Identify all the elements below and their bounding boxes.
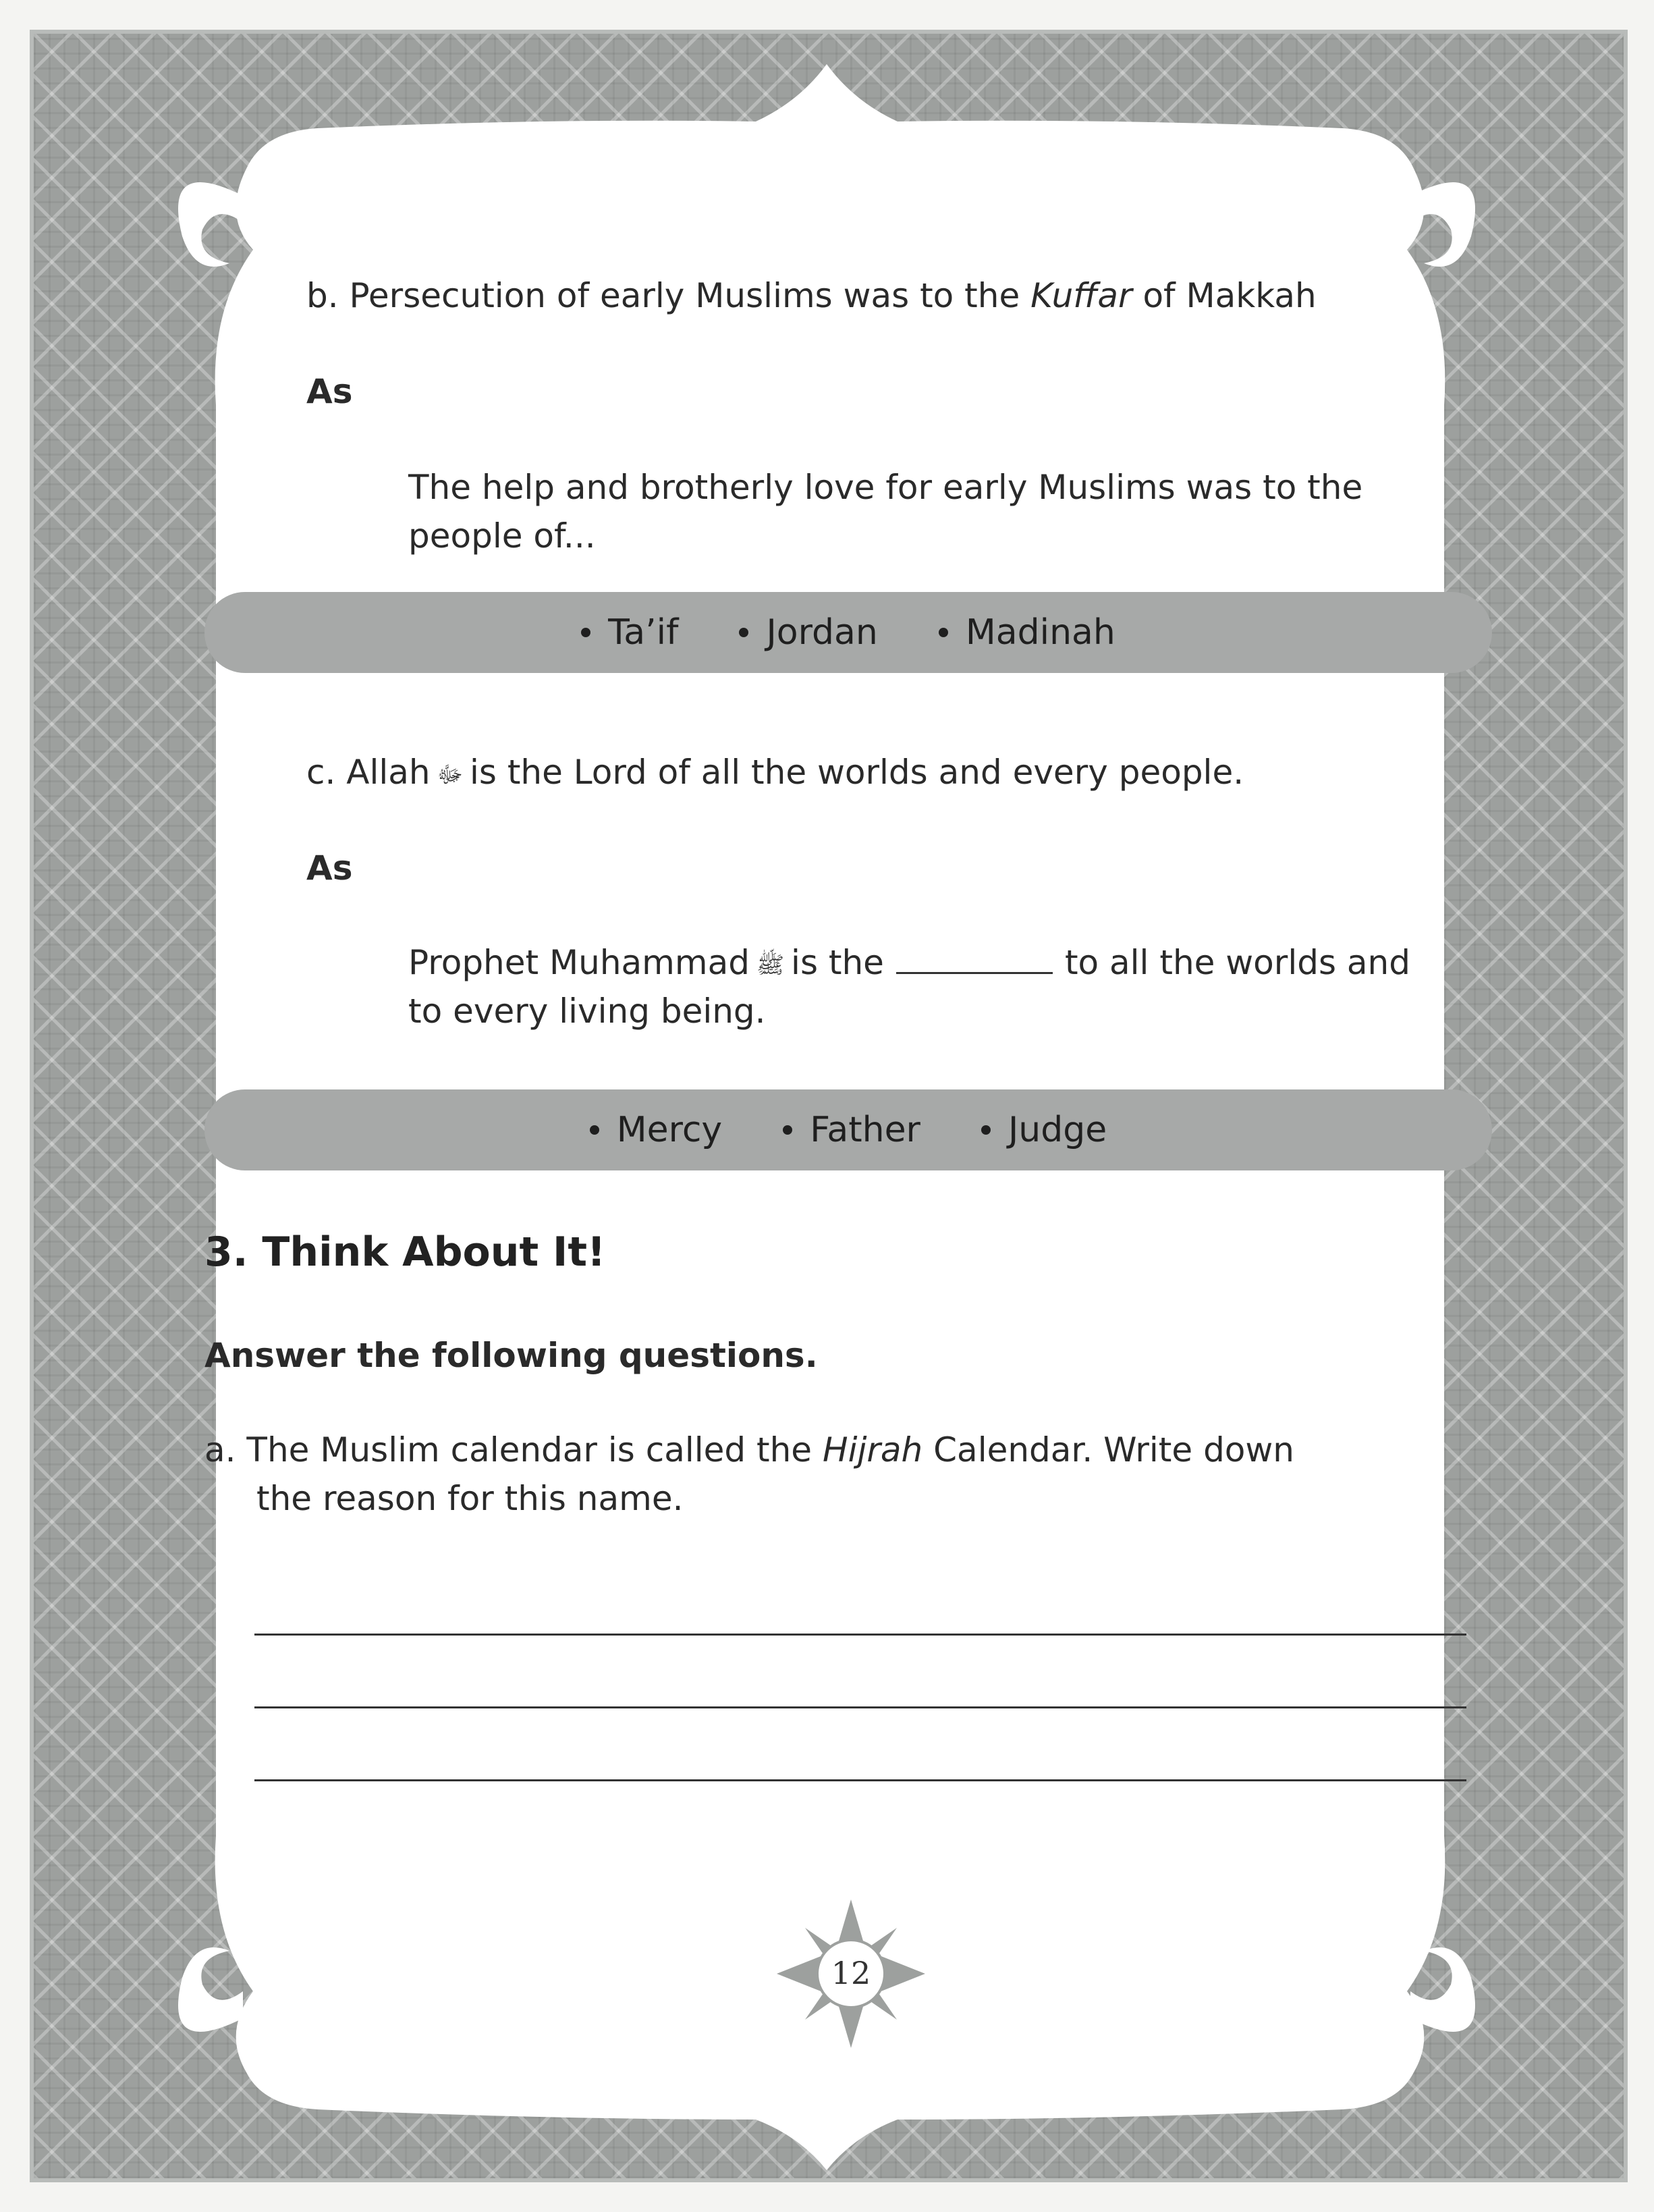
section-instruction: Answer the following questions. — [204, 1336, 818, 1375]
honorific-glyph: ﷻ — [437, 761, 463, 788]
honorific-glyph: ﷺ — [756, 951, 785, 979]
options-bar-c — [204, 1089, 1492, 1170]
question-b-statement: b. Persecution of early Muslims was to the Kuffar of Makkah — [306, 276, 1317, 315]
bullet-icon — [783, 1125, 792, 1135]
option-madinah[interactable]: Madinah — [939, 612, 1115, 653]
question-c-analogy-line2: to every living being. — [408, 992, 766, 1031]
fill-in-blank[interactable] — [896, 940, 1053, 974]
bullet-icon — [590, 1125, 599, 1135]
answer-line[interactable] — [254, 1634, 1466, 1636]
as-label-c: As — [306, 848, 353, 888]
bullet-icon — [939, 628, 948, 637]
question-a-line1: a. The Muslim calendar is called the Hijrah Calendar. Write down — [204, 1430, 1294, 1469]
option-mercy[interactable]: Mercy — [590, 1110, 722, 1150]
answer-line[interactable] — [254, 1779, 1466, 1781]
bullet-icon — [581, 628, 590, 637]
as-label-b: As — [306, 372, 353, 411]
question-c-analogy-line1: Prophet Muhammad ﷺ is the to all the worlds and — [408, 938, 1410, 990]
bullet-icon — [981, 1125, 991, 1135]
page-number: 12 — [831, 1955, 871, 1991]
option-judge[interactable]: Judge — [981, 1110, 1107, 1150]
options-bar-b — [204, 592, 1492, 673]
question-b-analogy-line2: people of... — [408, 516, 596, 556]
option-taif[interactable]: Ta’if — [581, 612, 678, 653]
section-heading: 3. Think About It! — [204, 1229, 606, 1276]
bullet-icon — [739, 628, 748, 637]
answer-line[interactable] — [254, 1706, 1466, 1708]
option-jordan[interactable]: Jordan — [739, 612, 877, 653]
question-b-analogy-line1: The help and brotherly love for early Muslims was to the — [408, 468, 1363, 507]
option-father[interactable]: Father — [783, 1110, 920, 1150]
question-a-line2: the reason for this name. — [256, 1479, 684, 1518]
question-c-statement: c. Allah ﷻ is the Lord of all the worlds and every people. — [306, 748, 1244, 799]
